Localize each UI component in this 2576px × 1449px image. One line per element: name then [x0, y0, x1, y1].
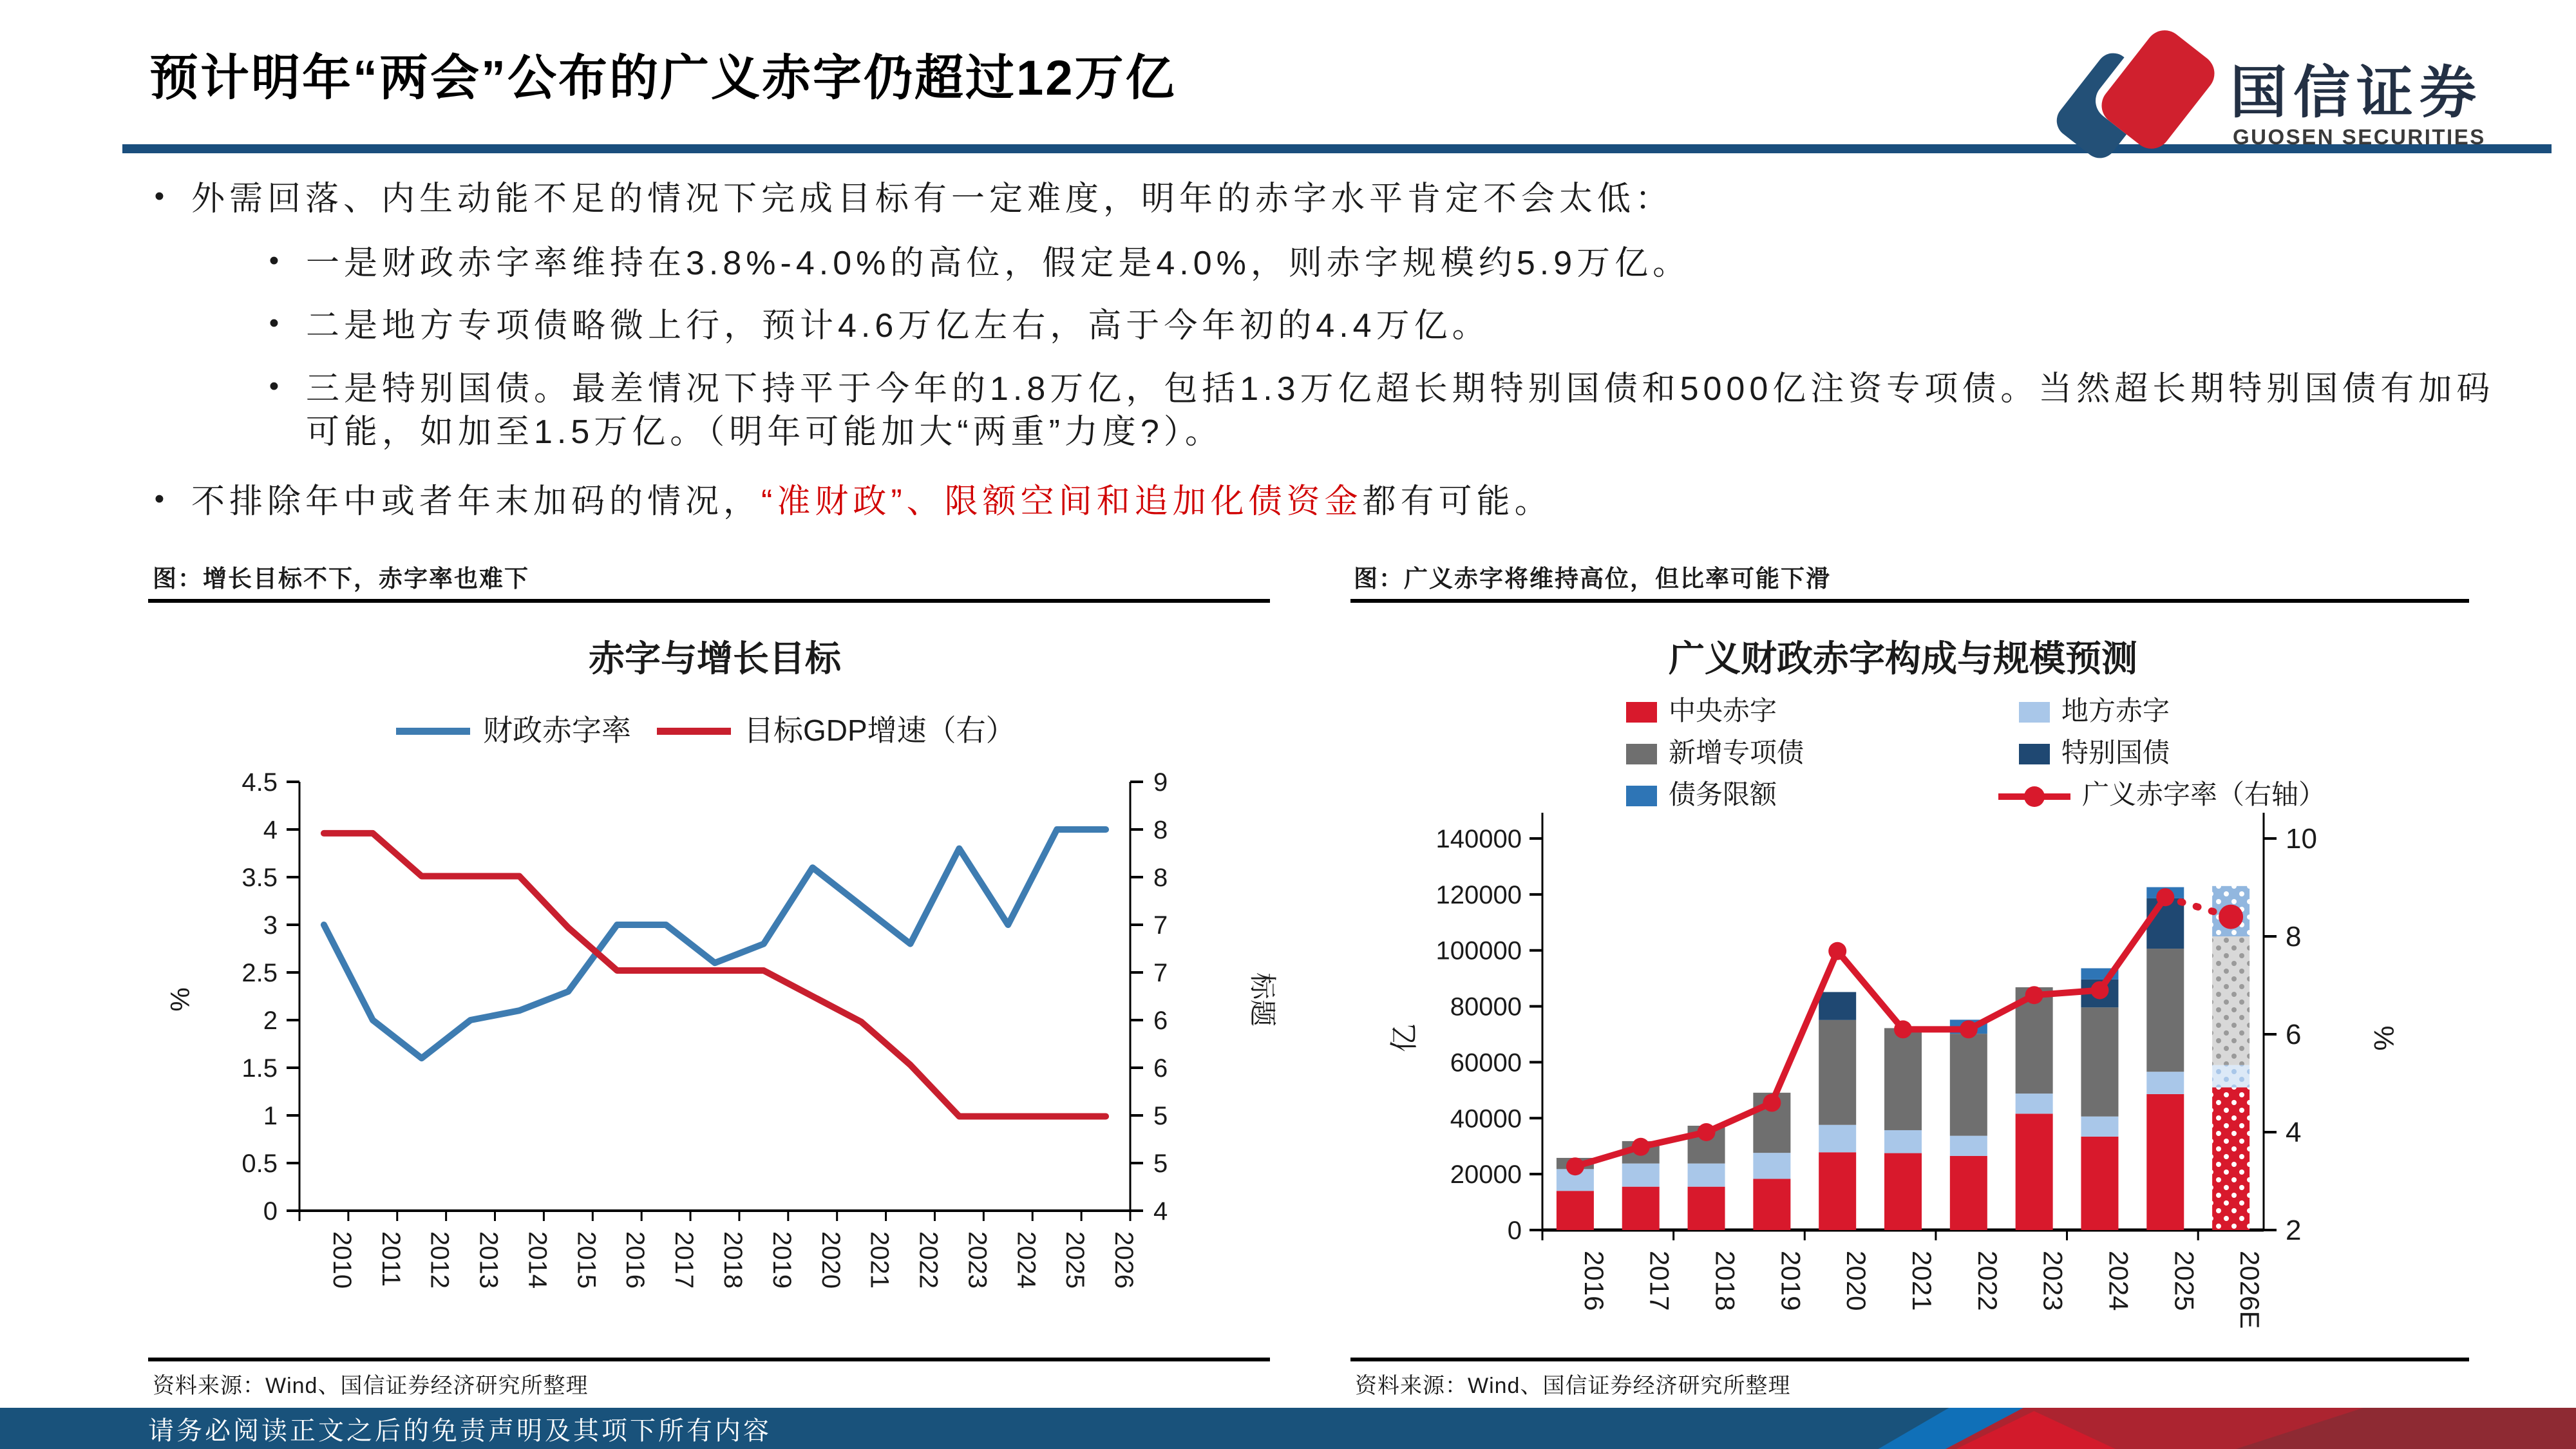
x-tick-label: 2022 [914, 1231, 943, 1289]
bullet-2-highlight: “准财政”、限额空间和追加化债资金 [761, 482, 1363, 520]
legend-swatch-local-deficit [2019, 702, 2050, 723]
bar-segment [2081, 1007, 2118, 1116]
x-tick-label: 2026 [1110, 1231, 1139, 1289]
bar-segment [2146, 1094, 2184, 1230]
deficit-ratio-marker [1763, 1094, 1781, 1112]
bar-segment [1819, 992, 1856, 1019]
x-tick-label: 2023 [2038, 1251, 2069, 1311]
bar-segment [1819, 1152, 1856, 1230]
deficit-ratio-marker [2025, 986, 2043, 1004]
deficit-ratio-marker [2090, 981, 2108, 999]
page-title: 预计明年“两会”公布的广义赤字仍超过12万亿 [149, 51, 1177, 106]
legend-swatch-central-deficit [1626, 702, 1657, 723]
x-tick-label: 2015 [572, 1231, 601, 1289]
bar-segment [2081, 1137, 2118, 1230]
left-tick-label: 0 [263, 1197, 278, 1226]
bar-segment [1688, 1164, 1725, 1187]
x-tick-label: 2020 [816, 1231, 845, 1289]
legend-line-gdp-target [657, 728, 731, 735]
chart-2-right-axis-title: % [2368, 1025, 2400, 1051]
x-tick-label: 2021 [865, 1231, 894, 1289]
legend-swatch-special-treasury [2019, 744, 2050, 764]
right-tick-label: 6 [1153, 1007, 1168, 1035]
figure-1-source: 资料来源：Wind、国信证券经济研究所整理 [153, 1374, 589, 1398]
bullet-2-prefix: 不排除年中或者年末加码的情况， [191, 482, 762, 520]
bar-segment [1950, 1136, 1987, 1156]
bullet-1-text: 外需回落、内生动能不足的情况下完成目标有一定难度，明年的赤字水平肯定不会太低： [191, 180, 1674, 218]
right-tick-label: 5 [1153, 1102, 1168, 1130]
figure-2-caption: 图：广义赤字将维持高位，但比率可能下滑 [1354, 565, 1831, 592]
figure-2-bottom-rule [1350, 1358, 2469, 1361]
left-tick-label: 80000 [1450, 992, 1522, 1021]
x-tick-label: 2011 [376, 1231, 405, 1287]
deficit-ratio-marker [1632, 1138, 1650, 1156]
legend-line-fiscal-deficit [396, 728, 470, 735]
left-tick-label: 1.5 [242, 1054, 278, 1083]
bullet-1-sub-1 [132, 242, 2502, 286]
chart-2-left-axis-title: 亿 [1388, 1024, 1420, 1052]
x-tick-label: 2018 [719, 1231, 747, 1289]
bar-segment [1622, 1187, 1660, 1230]
deficit-ratio-marker [1960, 1020, 1978, 1038]
broad-deficit-chart [1349, 620, 2508, 1341]
legend-swatch-debt-limit [1626, 786, 1657, 806]
bullet-2-text [191, 480, 2502, 524]
left-tick-label: 140000 [1435, 825, 1522, 853]
bar-segment [1688, 1187, 1725, 1230]
right-tick-label: 2 [2286, 1215, 2302, 1246]
right-tick-label: 7 [1153, 911, 1168, 940]
left-tick-label: 0 [1507, 1217, 1522, 1245]
x-tick-label: 2019 [767, 1231, 796, 1289]
x-tick-label: 2026E [2235, 1251, 2266, 1329]
footer-disclaimer: 请务必阅读正文之后的免责声明及其项下所有内容 [148, 1416, 772, 1445]
x-tick-label: 2014 [523, 1231, 552, 1289]
x-tick-label: 2019 [1776, 1251, 1806, 1311]
guosen-logo-icon [2064, 28, 2212, 176]
legend-label-gdp-target: 目标GDP增速（右） [744, 714, 1016, 747]
bar-segment [2146, 1072, 2184, 1094]
bar-segment [1950, 1156, 1987, 1230]
deficit-ratio-marker [2219, 905, 2243, 929]
logo-name-cn: 国信证券 [2230, 61, 2483, 124]
footer-decoration [1868, 1408, 2576, 1449]
bar-segment [1753, 1179, 1790, 1230]
deficit-ratio-marker [2156, 888, 2174, 906]
right-tick-label: 4 [2286, 1117, 2302, 1148]
x-tick-label: 2016 [621, 1231, 650, 1289]
left-tick-label: 40000 [1450, 1104, 1522, 1133]
chart-1-left-axis-title: % [165, 987, 195, 1012]
figure-1-bottom-rule [148, 1358, 1270, 1361]
right-tick-label: 8 [1153, 864, 1168, 892]
bar-segment [2146, 949, 2184, 1072]
left-tick-label: 4.5 [242, 768, 278, 797]
chart-1-right-axis-title: 标题 [1247, 972, 1278, 1027]
legend-label-local-deficit: 地方赤字 [2061, 696, 2170, 726]
left-tick-label: 120000 [1435, 880, 1522, 909]
bullet-1-sub-2-text: 二是地方专项债略微上行，预计4.6万亿左右，高于今年初的4.4万亿。 [306, 307, 1490, 345]
left-tick-label: 60000 [1450, 1048, 1522, 1077]
left-tick-label: 4 [263, 816, 278, 844]
bar-segment [1884, 1130, 1922, 1153]
bullet-marker: • [154, 482, 169, 515]
x-tick-label: 2018 [1710, 1251, 1741, 1311]
legend-label-special-treasury: 特别国债 [2061, 737, 2170, 768]
deficit-ratio-marker [1828, 942, 1846, 960]
x-tick-label: 2022 [1972, 1251, 2003, 1311]
deficit-vs-growth-chart [148, 620, 1307, 1341]
right-tick-label: 6 [2286, 1019, 2302, 1050]
right-tick-label: 5 [1153, 1150, 1168, 1178]
x-tick-label: 2016 [1578, 1251, 1609, 1311]
bar-segment [2016, 1113, 2053, 1230]
chart-1-legend [396, 714, 1016, 747]
bullet-1-sub-3-text: 三是特别国债。最差情况下持平于今年的1.8万亿，包括1.3万亿超长期特别国债和5000亿注资专项债。当然超长期特别国债有加码可能，如加至1.5万亿。（明年可能加大“两重”力度?）。 [306, 370, 2495, 451]
bullet-2-suffix: 都有可能。 [1362, 482, 1553, 520]
bar-segment [1819, 1020, 1856, 1125]
chart-2-legend [1626, 696, 2325, 810]
right-tick-label: 9 [1153, 768, 1168, 797]
bar-segment [1557, 1191, 1594, 1230]
chart-1-title: 赤字与增长目标 [589, 638, 841, 679]
deficit-ratio-marker [1566, 1157, 1584, 1175]
legend-swatch-special-bond [1626, 744, 1657, 764]
left-tick-label: 0.5 [242, 1150, 278, 1178]
left-tick-label: 100000 [1435, 936, 1522, 965]
company-logo [2064, 28, 2553, 176]
bullet-marker: • [269, 307, 284, 339]
bar-segment [1884, 1153, 1922, 1230]
x-tick-label: 2023 [963, 1231, 992, 1289]
bar-segment [2212, 1088, 2249, 1230]
bullet-1-sub-3 [132, 368, 2502, 455]
right-tick-label: 6 [1153, 1054, 1168, 1083]
figure-2-top-rule [1350, 599, 2469, 603]
chart-2-title: 广义财政赤字构成与规模预测 [1669, 638, 2137, 679]
bar-segment [2081, 1117, 2118, 1137]
chart-2-plot-area [1436, 813, 2317, 1329]
x-tick-label: 2024 [1012, 1231, 1041, 1289]
fiscal-deficit-line [324, 829, 1106, 1058]
legend-marker-deficit-ratio [2024, 786, 2045, 807]
legend-label-debt-limit: 债务限额 [1669, 779, 1777, 810]
legend-label-central-deficit: 中央赤字 [1669, 696, 1777, 726]
bullet-1 [132, 178, 2502, 222]
bullet-1-sub-1-text: 一是财政赤字率维持在3.8%-4.0%的高位，假定是4.0%，则赤字规模约5.9万亿。 [306, 244, 1691, 282]
bar-segment [1753, 1153, 1790, 1179]
bar-segment [2212, 1065, 2249, 1088]
left-tick-label: 2.5 [242, 959, 278, 987]
x-tick-label: 2025 [1061, 1231, 1090, 1289]
right-tick-label: 10 [2286, 823, 2317, 855]
x-tick-label: 2020 [1841, 1251, 1872, 1311]
legend-label-special-bond: 新增专项债 [1669, 737, 1804, 768]
bar-segment [1884, 1028, 1922, 1130]
x-tick-label: 2012 [425, 1231, 454, 1289]
right-tick-label: 8 [1153, 816, 1168, 844]
bullet-marker: • [269, 370, 284, 402]
chart-1-plot-area [242, 768, 1168, 1289]
left-tick-label: 1 [263, 1102, 278, 1130]
x-tick-label: 2017 [1644, 1251, 1675, 1311]
bullet-marker: • [154, 180, 169, 212]
right-tick-label: 8 [2286, 921, 2302, 952]
bullet-marker: • [269, 244, 284, 276]
left-tick-label: 3 [263, 911, 278, 940]
legend-label-deficit-ratio: 广义赤字率（右轴） [2082, 779, 2326, 810]
x-tick-label: 2021 [1907, 1251, 1937, 1311]
x-tick-label: 2017 [670, 1231, 699, 1289]
right-tick-label: 7 [1153, 959, 1168, 987]
deficit-ratio-marker [1698, 1123, 1716, 1141]
bar-segment [1819, 1125, 1856, 1153]
gdp-target-line [324, 833, 1106, 1117]
left-tick-label: 2 [263, 1007, 278, 1035]
deficit-ratio-line [1575, 897, 2165, 1166]
x-tick-label: 2010 [327, 1231, 356, 1289]
x-tick-label: 2024 [2103, 1251, 2134, 1311]
bar-segment [1622, 1164, 1660, 1187]
deficit-ratio-marker [1894, 1020, 1912, 1038]
bullet-1-sub-2 [132, 305, 2502, 348]
left-tick-label: 20000 [1450, 1160, 1522, 1189]
bar-segment [2016, 1094, 2053, 1113]
figure-1-top-rule [148, 599, 1270, 603]
legend-label-fiscal-deficit: 财政赤字率 [483, 714, 631, 747]
bar-segment [1950, 1034, 1987, 1136]
bar-segment [2212, 936, 2249, 1065]
bullet-list [132, 178, 2502, 545]
x-tick-label: 2025 [2169, 1251, 2200, 1311]
bullet-2 [132, 480, 2502, 524]
left-tick-label: 3.5 [242, 864, 278, 892]
figure-1-caption: 图：增长目标不下，赤字率也难下 [153, 565, 529, 592]
logo-name-en: GUOSEN SECURITIES [2233, 125, 2486, 149]
figure-2-source: 资料来源：Wind、国信证券经济研究所整理 [1355, 1374, 1791, 1398]
right-tick-label: 4 [1153, 1197, 1168, 1226]
x-tick-label: 2013 [474, 1231, 503, 1289]
